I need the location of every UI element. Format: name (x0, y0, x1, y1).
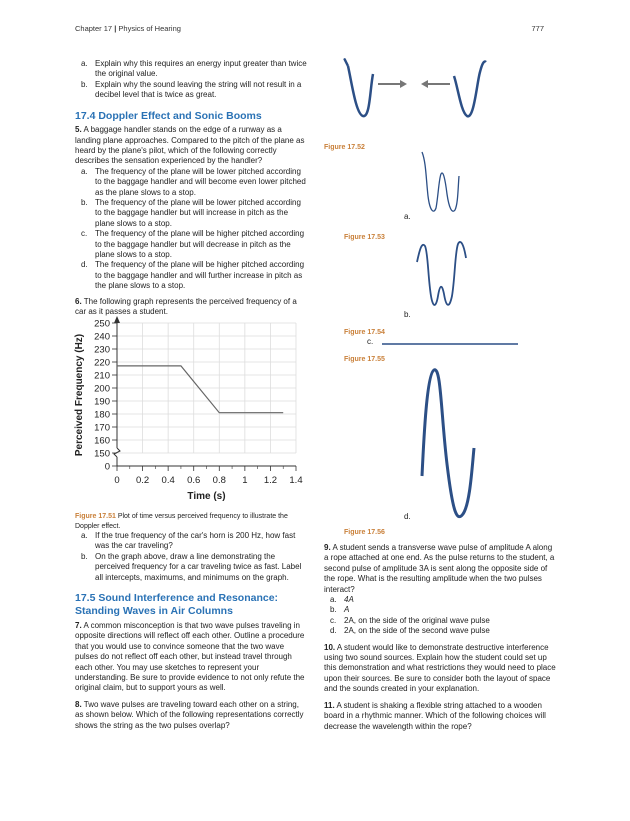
right-wave-pulse (454, 61, 486, 116)
wave-option-a (422, 152, 459, 211)
left-column (75, 59, 307, 317)
x-tick-label: 1 (242, 475, 248, 486)
series-line (117, 366, 283, 413)
list-item: b. A (330, 605, 350, 615)
list-item: c. The frequency of the plane will be higher pitched according to the baggage handler but will decrease in pitch as the plane slows to a stop. (81, 229, 305, 259)
y-tick-label: 250 (94, 318, 110, 330)
figure-53-graphic (410, 148, 470, 220)
figure-54-label: Figure 17.54 (344, 329, 385, 336)
wave-option-b (417, 242, 466, 305)
figure-56-label: Figure 17.56 (344, 529, 385, 536)
figure-56-graphic (414, 364, 488, 524)
figure-54-graphic (412, 238, 472, 318)
y-tick-label: 240 (94, 331, 110, 343)
y-tick-label: 210 (94, 370, 110, 382)
y-tick-label: 220 (94, 357, 110, 369)
x-tick-label: 0.4 (161, 475, 175, 486)
question-7: 7. A common misconception is that two wave pulses traveling in opposite directions will reflect off each other. Outline a procedure that you would use to convince someone that the two wave pulses do not reflect off each other, but instead travel through each other. You may use sketches to represent your understanding. Be sure to provide evidence to not only refute the original claim, but to support yours as well. (75, 621, 305, 693)
y-tick-label: 0 (104, 461, 110, 473)
figure-label-a: a. (404, 212, 411, 221)
frequency-time-chart (70, 312, 310, 512)
y-tick-label: 190 (94, 396, 110, 408)
question-9: 9. A student sends a transverse wave pulse of amplitude A along a rope attached at one end. As the pulse returns to the student, a second pulse of amplitude 3A is sent along the opposite side of the rope. What is the resulting amplitude when the two pulses interact? (324, 543, 555, 594)
figure-55-graphic (380, 340, 520, 348)
figure-55-label: Figure 17.55 (344, 356, 385, 363)
wave-option-d (422, 370, 474, 517)
list-item: b. On the graph above, draw a line demonstrating the perceived frequency for a car traveling twice as fast. Label all intercepts, maximums, and minimums on the graph. (81, 551, 302, 582)
list-item: a. Explain why this requires an energy input greater than twice the original value. (81, 59, 307, 79)
question-5: 5. A baggage handler stands on the edge of a runway as a landing plane approaches. Compared to the pitch of the plane as heard by the plane's pilot, which of the following correctly describes the sensation experienced by the handler? (75, 125, 305, 166)
question-11: 11. A student is shaking a flexible string attached to a wooden board in a rhythmic manner. Which of the following choices will decrease the wavelength within the rope? (324, 700, 546, 731)
y-tick-label: 200 (94, 383, 110, 395)
y-tick-label: 160 (94, 435, 110, 447)
left-wave-pulse (348, 66, 373, 116)
y-tick-label: 230 (94, 344, 110, 356)
list-item: c. 2A, on the side of the original wave pulse (330, 615, 490, 625)
page-number: 777 (531, 24, 544, 33)
figure-53-label: Figure 17.53 (344, 234, 385, 241)
section-heading-interference: 17.5 Sound Interference and Resonance: Standing Waves in Air Columns (75, 592, 279, 617)
question-6: 6. The following graph represents the perceived frequency of a car as it passes a student. (75, 296, 297, 317)
x-tick-label: 1.2 (263, 475, 278, 486)
x-tick-label: 0.8 (212, 475, 226, 486)
figure-52-graphic (330, 54, 530, 124)
figure-label-c: c. (367, 337, 374, 346)
list-item: b. The frequency of the plane will be lower pitched according to the baggage handler but will increase in pitch as the plane slows to a stop. (81, 197, 301, 228)
figure-51-caption: Figure 17.51 Plot of time versus perceived frequency to illustrate the Doppler effect. (75, 513, 288, 530)
list-item: a. If the true frequency of the car's horn is 200 Hz, how fast was the car traveling? (81, 531, 296, 551)
right-column-text (324, 543, 556, 732)
chart-y-label: Perceived Frequency (Hz) (74, 333, 85, 457)
y-tick-label: 170 (94, 422, 110, 434)
running-header: Chapter 17 | Physics of Hearing (75, 24, 181, 33)
list-item: a. The frequency of the plane will be lower pitched according to the baggage handler and will become even lower pitched as the plane slows to a stop. (81, 166, 306, 197)
list-item: d. The frequency of the plane will be higher pitched according to the baggage handler and will further increase in pitch as the plane slows to a stop. (81, 260, 305, 291)
list-item: b. Explain why the sound leaving the string will not result in a decibel level that is twice as great. (81, 79, 302, 100)
x-tick-label: 1.4 (289, 475, 303, 486)
figure-52-label: Figure 17.52 (324, 144, 365, 151)
y-tick-label: 180 (94, 409, 110, 421)
figure-label-d: d. (404, 512, 411, 521)
list-item: d. 2A, on the side of the second wave pulse (330, 626, 490, 636)
x-tick-label: 0.2 (135, 475, 150, 486)
x-tick-label: 0 (114, 475, 120, 486)
section-heading-doppler: 17.4 Doppler Effect and Sonic Booms (75, 109, 262, 122)
chart-x-label: Time (s) (187, 491, 226, 502)
question-10: 10. A student would like to demonstrate destructive interference using two sound sources. Explain how the student could set up this demonstration and what restrictions they would need to place upon their sources. Be sure to consider both the layout of space and the sounds created in your explanation. (324, 642, 556, 694)
question-8: 8. Two wave pulses are traveling toward each other on a string, as shown below. Which of the following representations correctly shows the string as the two pulses overlap? (75, 699, 304, 730)
list-item: a. 4A (330, 595, 354, 605)
figure-label-b: b. (404, 310, 411, 319)
y-axis-arrow (114, 316, 120, 323)
y-tick-label: 150 (94, 448, 110, 460)
x-tick-label: 0.6 (187, 475, 201, 486)
left-column-lower (75, 512, 307, 731)
axis-break (114, 448, 120, 457)
